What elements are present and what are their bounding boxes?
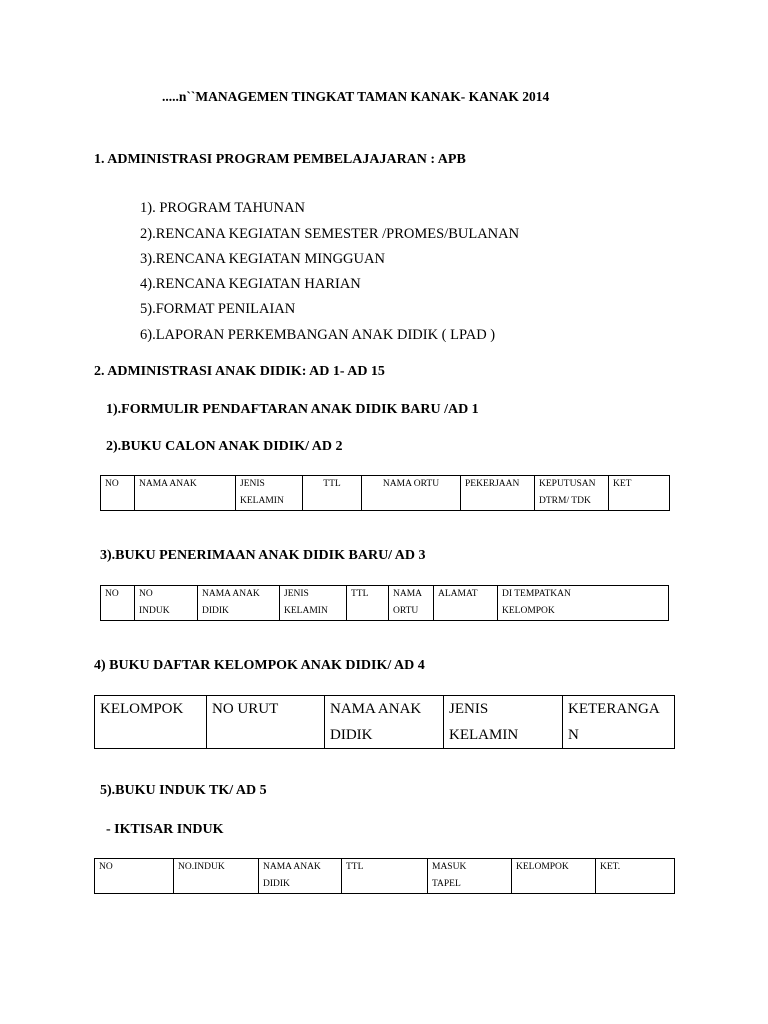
table-header-row [95,696,675,749]
table-header-row [101,476,670,511]
program-item-1: 1). PROGRAM TAHUNAN [140,200,305,216]
table-header-cell: ALAMAT [434,586,498,621]
table-header-cell: NO.INDUK [174,859,259,894]
table-header-cell: NAMA ANAK [135,476,236,511]
page-title: .....n``MANAGEMEN TINGKAT TAMAN KANAK- KANAK 2014 [162,89,550,104]
ad3-heading: 3).BUKU PENERIMAAN ANAK DIDIK BARU/ AD 3 [100,548,426,563]
program-item-4: 4).RENCANA KEGIATAN HARIAN [140,276,361,292]
table-header-cell: NAMA ANAK DIDIK [198,586,280,621]
table-header-cell: KEPUTUSAN DTRM/ TDK [535,476,609,511]
section-2-heading: 2. ADMINISTRASI ANAK DIDIK: AD 1- AD 15 [94,364,385,379]
table-header-cell: TTL [342,859,428,894]
table-header-cell: NO [101,586,135,621]
table-header-cell: NO [95,859,174,894]
table-header-cell: JENIS KELAMIN [444,696,563,749]
ad5-table [94,858,675,894]
ad2-heading: 2).BUKU CALON ANAK DIDIK/ AD 2 [106,439,343,454]
table-header-cell: NO URUT [207,696,325,749]
table-header-cell: KETERANGA N [563,696,675,749]
table-header-cell: JENIS KELAMIN [236,476,303,511]
table-header-cell: NO INDUK [135,586,198,621]
table-header-cell: KELOMPOK [512,859,596,894]
program-item-6: 6).LAPORAN PERKEMBANGAN ANAK DIDIK ( LPAD ) [140,327,496,343]
table-header-row [95,859,675,894]
table-header-cell: NO [101,476,135,511]
table-header-cell: TTL [347,586,389,621]
table-header-cell: KET. [596,859,675,894]
table-header-cell: NAMA ORTU [362,476,461,511]
program-item-3: 3).RENCANA KEGIATAN MINGGUAN [140,251,385,267]
ad4-table [94,695,675,749]
table-header-cell: TTL [303,476,362,511]
section-1-heading: 1. ADMINISTRASI PROGRAM PEMBELAJAJARAN : APB [94,152,466,167]
table-header-cell: KET [609,476,670,511]
table-header-cell: JENIS KELAMIN [280,586,347,621]
ad4-heading: 4) BUKU DAFTAR KELOMPOK ANAK DIDIK/ AD 4 [94,658,425,673]
table-header-cell: NAMA ORTU [389,586,434,621]
program-item-2: 2).RENCANA KEGIATAN SEMESTER /PROMES/BULANAN [140,226,520,242]
ad3-table [100,585,669,621]
table-header-cell: KELOMPOK [95,696,207,749]
program-item-5: 5).FORMAT PENILAIAN [140,301,296,317]
table-header-row [101,586,669,621]
table-header-cell: NAMA ANAK DIDIK [325,696,444,749]
table-header-cell: NAMA ANAK DIDIK [259,859,342,894]
table-header-cell: MASUK TAPEL [428,859,512,894]
table-header-cell: DI TEMPATKAN KELOMPOK [498,586,669,621]
iktisar-induk-heading: - IKTISAR INDUK [106,822,224,837]
table-header-cell: PEKERJAAN [461,476,535,511]
ad2-table [100,475,670,511]
ad5-heading: 5).BUKU INDUK TK/ AD 5 [100,783,267,798]
ad1-heading: 1).FORMULIR PENDAFTARAN ANAK DIDIK BARU /AD 1 [106,402,479,417]
